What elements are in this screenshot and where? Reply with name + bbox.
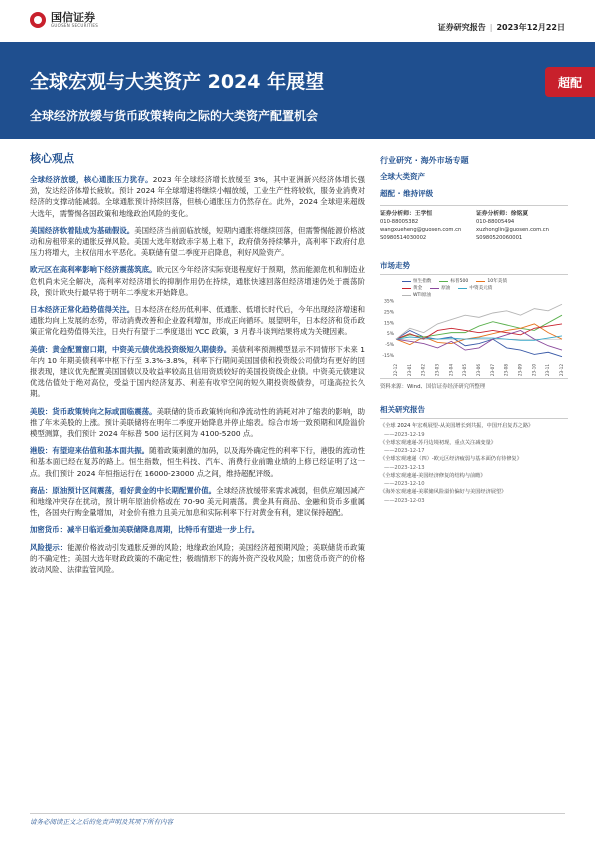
chart-title: 市场走势: [380, 261, 410, 270]
paragraph-text: 美联储的货币政策转向和净流动性的消耗对冲了缩表的影响，助推了年末美股的上涨。预计美联储将在明年二季度开始降息并停止缩表。综合市场一致预期和风险溢价模型测算，我们预计 2024 年标普 500 运行区间为 4100-5200 点。: [30, 406, 365, 439]
core-paragraph: [30, 304, 365, 338]
x-tick-label: 23-10: [531, 364, 537, 377]
x-tick-label: 23-07: [489, 364, 495, 377]
legend-label: 10年美债: [487, 279, 507, 284]
related-report-date: ——2023-12-13: [384, 464, 425, 471]
legend-swatch: [402, 295, 411, 296]
x-tick-label: 23-01: [406, 364, 412, 377]
rating-tag: 超配: [545, 67, 595, 97]
x-tick-label: 23-02: [420, 364, 426, 377]
legend-item: [439, 278, 468, 284]
x-tick-label: 23-12: [559, 364, 564, 377]
paragraph-key: 商品：原油预计区间震荡，看好黄金的中长期配置价值。: [30, 485, 217, 495]
x-tick-label: 23-03: [434, 364, 440, 377]
core-paragraph: [30, 225, 365, 259]
legend-item: [402, 285, 422, 291]
core-paragraph: [30, 485, 365, 519]
paragraph-text: 日本经济在经历低利率、低通胀、低增长时代后，今年出现经济增速和通胀均向上发展的态势，带动消费改善和企业盈利增加，形成正向循环。展望明年，日本经济和货币政策正常化趋势值得关注，日央行有望于二季度退出 YCC 政策，3 月春斗谈判结果将成为关键因素。: [30, 305, 365, 337]
report-title: 全球宏观与大类资产 2024 年展望: [30, 71, 325, 93]
core-paragraphs: [30, 174, 365, 575]
y-tick-label: 15%: [383, 321, 394, 327]
analyst-email[interactable]: wangxueheng@guosen.com.cn: [380, 227, 462, 233]
legend-swatch: [430, 288, 439, 289]
analyst-cert: S0980520060001: [476, 235, 523, 241]
related-report-date: ——2023-12-17: [384, 448, 425, 455]
analyst-card: 证券分析师：徐铭夏 010-88005494 xuzhonglin@guosen.com.cn S0980520060001: [476, 210, 568, 242]
related-reports-title: 相关研究报告: [380, 404, 568, 419]
paragraph-key: 美债：黄金配置窗口期，中资美元债优选投资级短久期债券。: [30, 344, 232, 354]
page-header: [0, 0, 595, 42]
report-type: 证券研究报告: [437, 23, 486, 32]
core-paragraph: [30, 542, 365, 576]
paragraph-text: 2023 年全球经济增长放缓至 3%，其中亚洲新兴经济体增长强劲，发达经济体增长疲软。预计 2024 年全球增速将继续小幅放缓，工业生产性将较软，服务业消费对经济的支撑动能减弱。全球通胀预计持续回落，但核心通胀压力仍然存在。此外，2024 全球迎来超级大选年，需警惕各国政策和地缘政治风险的变化。: [30, 175, 365, 218]
core-paragraph: [30, 406, 365, 440]
paragraph-key: 全球经济放缓，核心通胀压力犹存。: [30, 175, 153, 184]
related-report-link[interactable]: 《全球宏观速递（四）-欧元区经济疲弱与基本面仍有待修复》: [380, 456, 522, 463]
paragraph-key: 风险提示：: [30, 542, 68, 552]
logo-en: GUOSEN SECURITIES: [51, 23, 99, 28]
report-date: 2023年12月22日: [496, 23, 565, 32]
legend-item: [402, 278, 431, 284]
paragraph-key: 日本经济正常化趋势值得关注。: [30, 305, 135, 315]
core-views-title: 核心观点: [30, 152, 74, 165]
chart-source: 资料来源：Wind、国信证券经济研究所整理: [380, 384, 486, 390]
related-reports-list: [380, 423, 568, 504]
paragraph-key: 加密货币：减半日临近叠加美联储降息周期，比特币有望进一步上行。: [30, 525, 260, 535]
legend-label: 标普500: [450, 279, 469, 284]
y-tick-label: 25%: [383, 310, 394, 316]
core-views: [30, 150, 365, 581]
x-tick-label: 22-12: [393, 364, 398, 377]
x-tick-label: 23-05: [462, 364, 468, 377]
report-subtitle: 全球经济放缓与货币政策转向之际的大类资产配置机会: [30, 109, 319, 123]
legend-swatch: [458, 288, 467, 289]
core-paragraph: [30, 445, 365, 479]
legend-item: [458, 285, 492, 291]
paragraph-text: 美国经济当前面临放缓，短期内通胀将继续回落，但需警惕能源价格波动和房租带来的通胀反弹风险。美国大选年财政赤字易上难下，政府债务持续攀升，高利率下政府付息压力将增大，主权信用水平恶化。美联储有望二季度开启降息，利好风险资产。: [30, 225, 365, 258]
x-tick-label: 23-04: [448, 364, 454, 377]
x-tick-label: 23-11: [545, 364, 551, 377]
core-paragraph: [30, 344, 365, 400]
sidebar: [380, 155, 568, 506]
report-meta: 证券研究报告 | 2023年12月22日: [437, 23, 565, 32]
related-report-date: ——2023-12-10: [384, 481, 425, 488]
legend-swatch: [439, 281, 448, 282]
company-logo: [30, 12, 98, 28]
related-report-link[interactable]: 《全球 2024 年宏观展望-从美国增长到共振，中国开启复苏之路》: [380, 423, 534, 429]
title-banner: [0, 42, 595, 139]
related-report-link[interactable]: 《海外宏观速递-美联储风险溢价偏好与美国经济展望》: [380, 489, 507, 496]
series-line: [396, 324, 562, 345]
related-report-link[interactable]: 《全球宏观速递-苏丹边境初现，重点关注减变量》: [380, 439, 496, 446]
paragraph-key: 欧元区在高利率影响下经济震荡筑底。: [30, 265, 157, 275]
paragraph-text: 美债利率预测模型显示不同情形下未来 1 年内 10 年期美债利率中枢下行至 3.3%-3.8%，利率下行期间美国国债和投资级公司债均有更好的回报表现，建议优先配置美国国债以及收益率较高且信用资质较好的美国投资级企业债。中资美元债建议优选估值处于绝对高位，受益于国内经济复苏、利差有收窄空间的短久期投资级债券，可逢高拉长久期。: [30, 344, 365, 399]
sidebar-category: 行业研究 · 海外市场专题: [380, 156, 469, 165]
legend-label: 黄金: [413, 286, 423, 291]
analyst-card: 证券分析师：王学恒 010-88005382 wangxueheng@guosen.com.cn S0980514030002: [380, 210, 472, 242]
related-report-link[interactable]: 《全球宏观速递-美国经济修复的结构与前瞻》: [380, 472, 486, 479]
y-tick-label: -5%: [385, 343, 394, 349]
legend-label: 恒生指数: [413, 279, 432, 284]
related-report-date: ——2023-12-03: [384, 497, 425, 504]
paragraph-key: 港股：有望迎来估值和基本面共振。: [30, 446, 150, 456]
legend-swatch: [402, 288, 411, 289]
paragraph-key: 美国经济软着陆成为基础假设。: [30, 225, 135, 235]
analyst-list: [380, 205, 568, 242]
sidebar-rating: 超配 · 维持评级: [380, 189, 434, 198]
logo-mark-icon: [30, 12, 46, 28]
series-line: [396, 304, 562, 339]
core-paragraph: [30, 524, 365, 535]
legend-item: [402, 292, 431, 298]
legend-swatch: [402, 281, 411, 282]
legend-swatch: [476, 281, 485, 282]
y-tick-label: -15%: [382, 354, 394, 360]
market-trend-chart: [380, 274, 568, 379]
footer-divider: [30, 813, 565, 814]
analyst-cert: S0980514030002: [380, 235, 427, 241]
chart-legend: [402, 278, 507, 299]
analyst-phone: 010-88005494: [476, 219, 515, 225]
x-tick-label: 23-06: [476, 364, 481, 377]
logo-text: 国信证券: [51, 11, 95, 24]
paragraph-text: 随着政策刺激的加码，以及海外确定性的利率下行，港股的流动性和基本面已经在复苏的路上。恒生指数，恒生科技、汽车、消费行业前瞻业绩的上修已经证明了这一点。我们预计 2024 年恒指运行在 16000-23000 点之间，维持超配评级。: [30, 446, 365, 478]
paragraph-key: 美股：货币政策转向之际或面临震荡。: [30, 406, 157, 416]
analyst-name: 徐铭夏: [510, 211, 529, 217]
y-tick-label: 5%: [386, 332, 394, 338]
paragraph-text: 全球经济放缓带来需求减弱，但供应端因减产和地缘冲突存在扰动，预计明年原油价格或在 70-90 美元间震荡。黄金具有商品、金融和货币多重属性，各国央行购金量增加，对金价有推力且美元加息和实际利率下行对黄金有利，建议保持超配。: [30, 485, 365, 518]
analyst-phone: 010-88005382: [380, 219, 419, 225]
x-tick-label: 23-08: [503, 364, 509, 377]
footer-disclaimer: 请务必阅读正文之后的免责声明及其项下所有内容: [30, 818, 173, 826]
y-tick-label: 35%: [383, 299, 394, 305]
legend-item: [430, 285, 450, 291]
legend-label: 原油: [441, 286, 451, 291]
analyst-email[interactable]: xuzhonglin@guosen.com.cn: [476, 227, 549, 233]
legend-item: [476, 278, 507, 284]
legend-label: 中资美元债: [469, 286, 493, 291]
paragraph-text: 欧元区今年经济实际衰退程度好于预期，然而能源危机和制造业危机尚未完全解决，高利率对经济增长的抑制作用仍在持续，通胀快速回落但经济增速仍处于震荡阶段，预计欧央行最早将于明年二季度末开始降息。: [30, 265, 365, 297]
core-paragraph: [30, 264, 365, 298]
legend-label: WTI原油: [413, 293, 431, 298]
x-tick-label: 23-09: [517, 364, 523, 377]
paragraph-text: 能源价格波动引发通胀反弹的风险；地缘政治风险；美国经济超预期风险；美联储货币政策的不确定性；美国大选年财政政策的不确定性；极端情形下的海外资产没收风险；加密货币资产的价格波动风险、法律监管风险。: [30, 542, 365, 575]
analyst-name: 王学恒: [414, 211, 433, 217]
sidebar-subcategory: 全球大类资产: [380, 172, 425, 181]
core-paragraph: [30, 174, 365, 219]
related-report-date: ——2023-12-19: [384, 431, 425, 438]
